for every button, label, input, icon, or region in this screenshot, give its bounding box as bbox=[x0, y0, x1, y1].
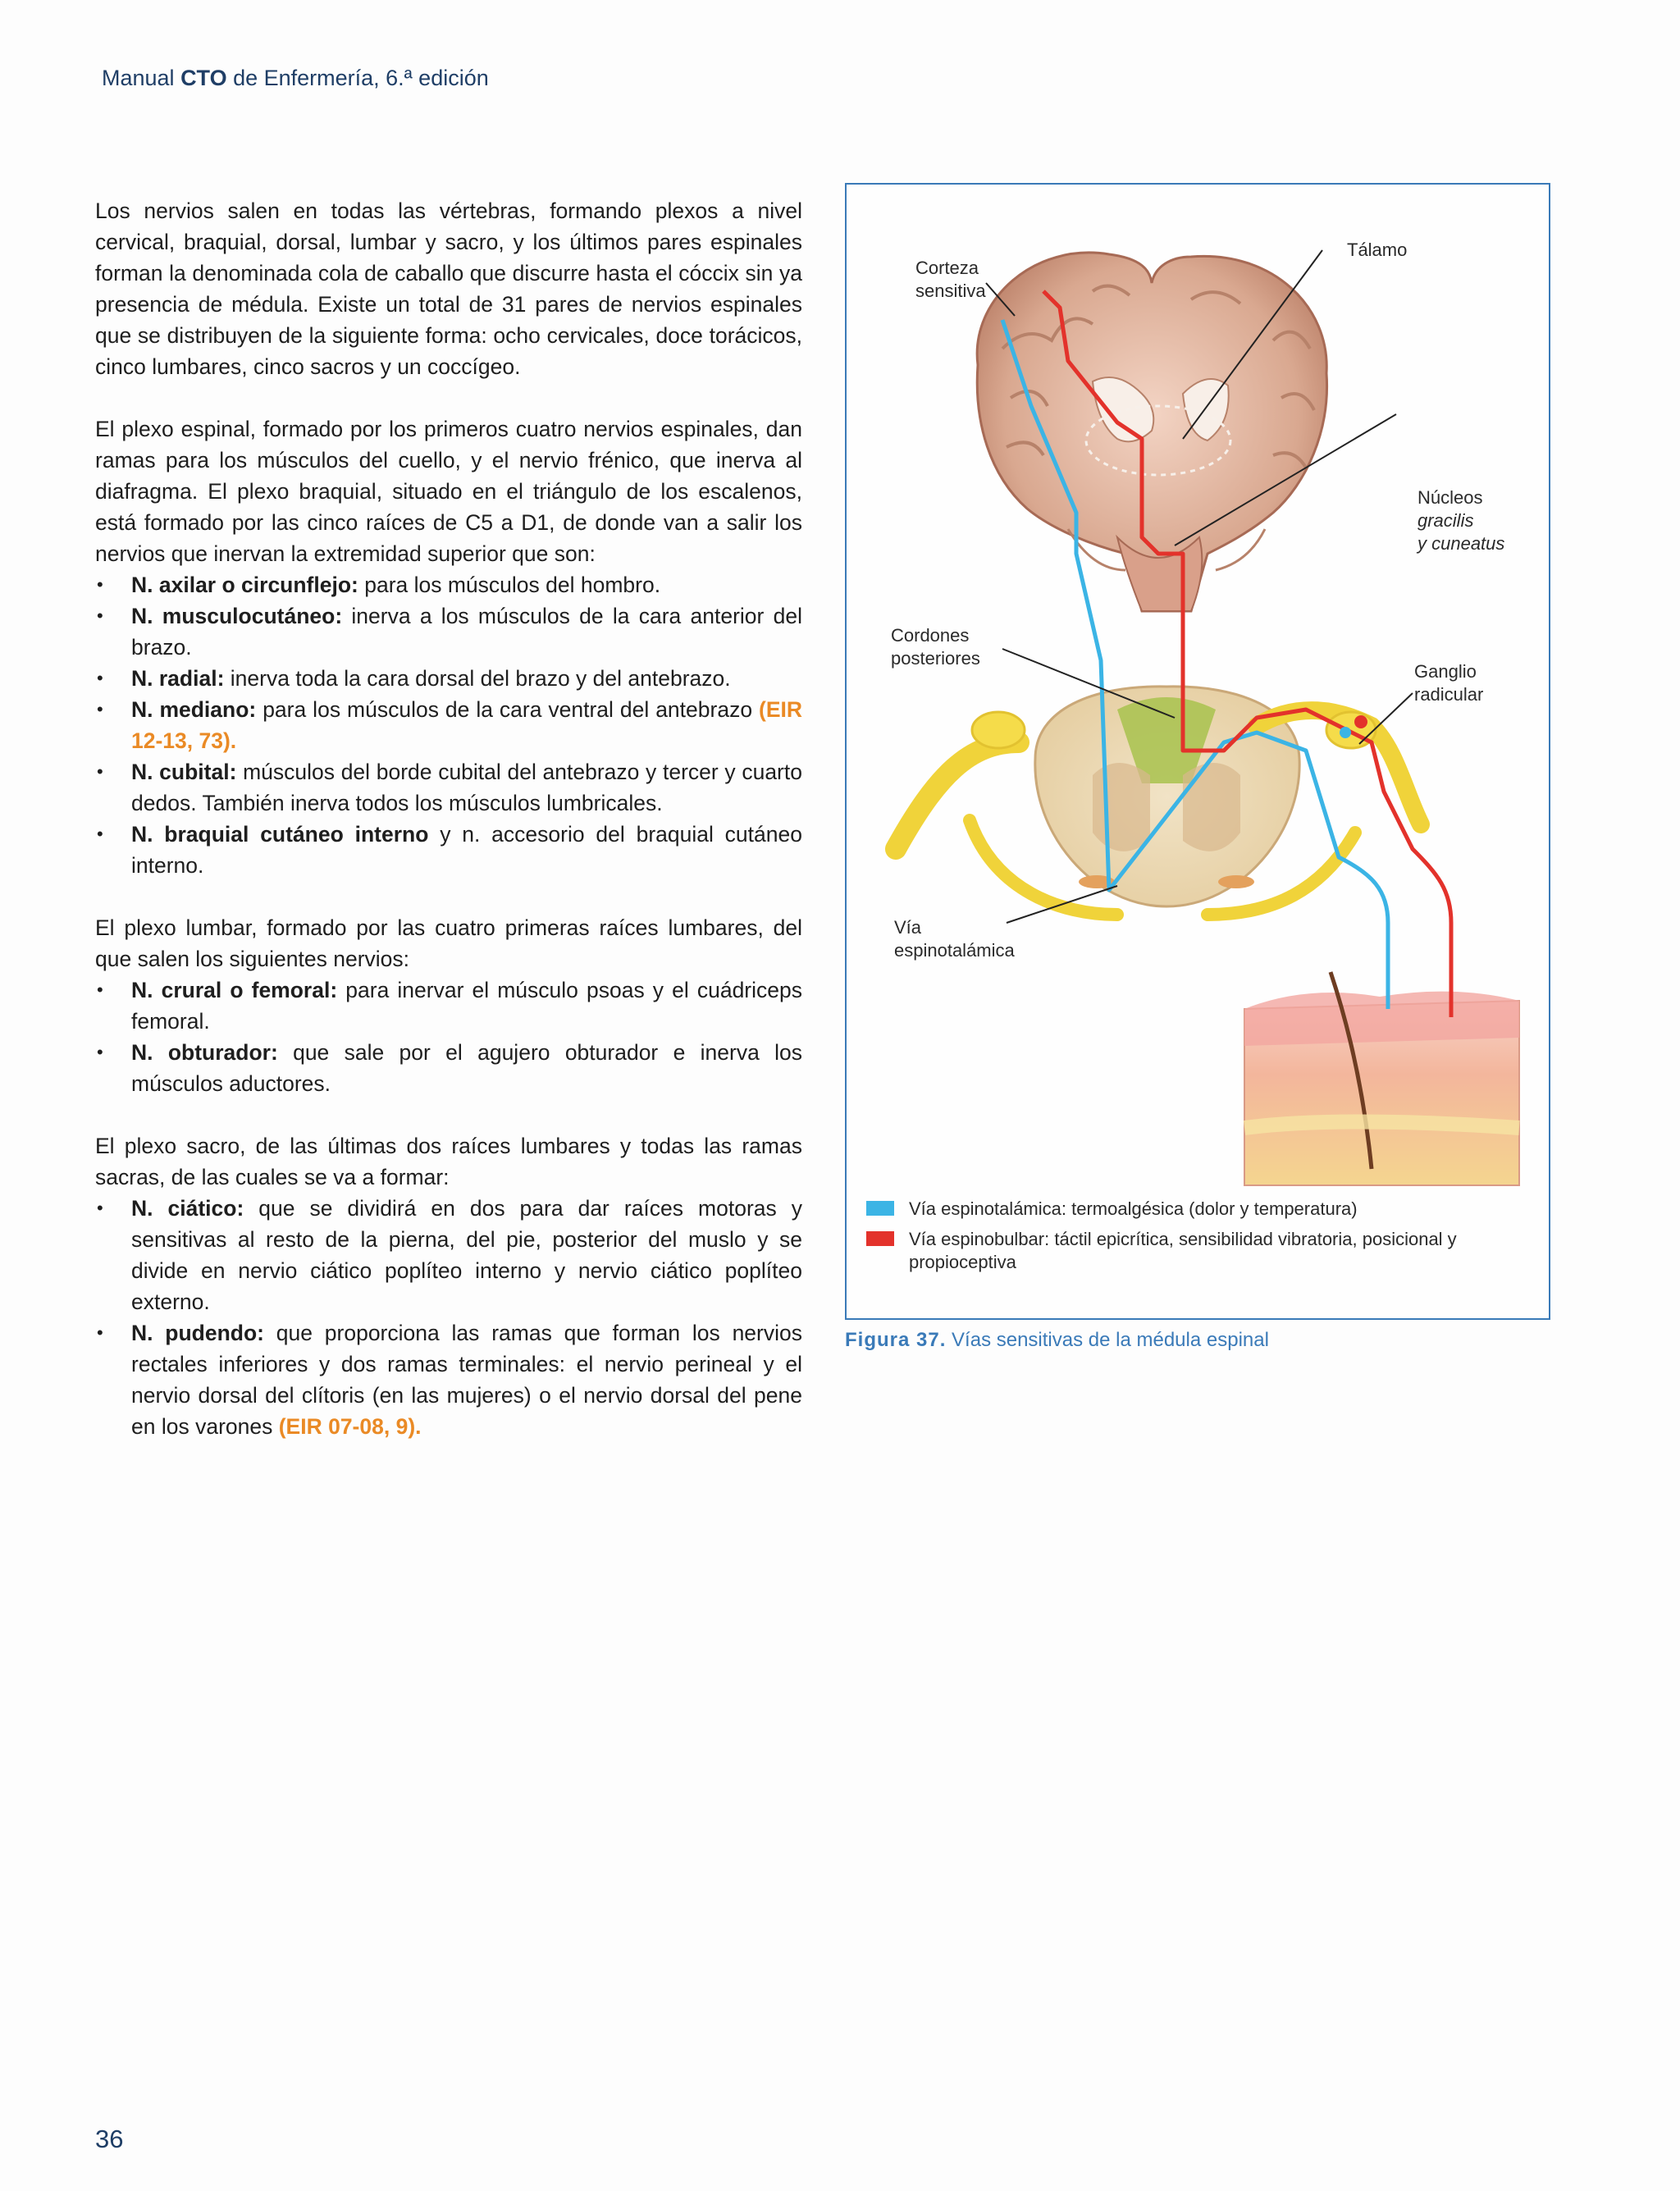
list-item bbox=[95, 600, 802, 663]
label-via-espinotalamica: Vía espinotalámica bbox=[894, 917, 1015, 961]
label-corteza-sensitiva: Corteza sensitiva bbox=[915, 258, 986, 301]
list-plexo-braquial bbox=[95, 569, 802, 881]
skin-section bbox=[1244, 972, 1519, 1185]
page-number: 36 bbox=[95, 2125, 124, 2153]
header-title-pre: Manual bbox=[102, 66, 181, 90]
running-header bbox=[102, 66, 489, 91]
brain-coronal-section bbox=[977, 253, 1326, 611]
nerve-name: N. ciático: bbox=[131, 1196, 244, 1221]
nerve-description: que sale por el agujero obturador e inerva los músculos aductores. bbox=[131, 1040, 802, 1096]
label-ganglio-radicular: Ganglio radicular bbox=[1414, 661, 1484, 705]
nerve-name: N. braquial cutáneo interno bbox=[131, 822, 429, 847]
list-item bbox=[95, 756, 802, 819]
header-brand: CTO bbox=[180, 66, 227, 90]
list-plexo-lumbar bbox=[95, 975, 802, 1099]
nerve-description: inerva a los músculos de la cara anterior del brazo. bbox=[131, 604, 802, 660]
nerve-name: N. obturador: bbox=[131, 1040, 278, 1065]
nerve-description: músculos del borde cubital del antebrazo y tercer y cuarto dedos. También inerva todos los músculos lumbricales. bbox=[131, 760, 802, 815]
figure-spinal-pathways: Corteza sensitiva Tálamo Núcleos gracilis y cuneatus Cordones posteriores Ganglio radicular Vía espinotalámica Vía espinotalámica: termoalgésica (dolor y temperatura) Vía espinobulbar: táctil epicrítica, sensibilidad vibratoria, posicional y propioceptiva bbox=[845, 183, 1550, 1320]
paragraph-plexo-lumbar: El plexo lumbar, formado por las cuatro primeras raíces lumbares, del que salen los siguientes nervios: bbox=[95, 915, 802, 971]
paragraph-plexo-sacro: El plexo sacro, de las últimas dos raíces lumbares y todas las ramas sacras, de las cuales se va a formar: bbox=[95, 1134, 802, 1189]
list-item bbox=[95, 569, 802, 600]
list-item bbox=[95, 1037, 802, 1099]
label-talamo: Tálamo bbox=[1347, 240, 1408, 260]
header-title-post: de Enfermería, 6.ª edición bbox=[226, 66, 489, 90]
list-item bbox=[95, 1317, 802, 1442]
label-nucleos-gracilis-cuneatus: Núcleos gracilis y cuneatus bbox=[1418, 487, 1505, 554]
eir-reference: (EIR 12-13, 73). bbox=[131, 697, 803, 753]
list-item bbox=[95, 1193, 802, 1317]
nerve-description: para los músculos del hombro. bbox=[358, 573, 661, 597]
nerve-name: N. axilar o circunflejo: bbox=[131, 573, 358, 597]
nerve-name: N. mediano: bbox=[131, 697, 257, 722]
nerve-description: para los músculos de la cara ventral del antebrazo bbox=[256, 697, 760, 722]
nerve-name: N. radial: bbox=[131, 666, 225, 691]
figure-caption: Figura 37. Vías sensitivas de la médula espinal bbox=[845, 1329, 1269, 1351]
nerve-description: que proporciona las ramas que forman los nervios rectales inferiores y dos ramas terminales: el nervio perineal y el nervio dorsal del clítoris (en las mujeres) o el nervio dorsal del pene en los varones bbox=[131, 1321, 802, 1439]
paragraph-plexo-espinal: El plexo espinal, formado por los primeros cuatro nervios espinales, dan ramas para los músculos del cuello, y el nervio frénico, que inerva al diafragma. El plexo braquial, situado en el triángulo de los escalenos, está formado por las cinco raíces de C5 a D1, de donde van a salir los nervios que inervan la extremidad superior que son: bbox=[95, 417, 802, 566]
body-text-column bbox=[95, 195, 802, 1473]
spinal-pathways-illustration bbox=[847, 185, 1549, 1318]
nerve-description: que se dividirá en dos para dar raíces motoras y sensitivas al resto de la pierna, del pie, posterior del muslo y se divide en nervio ciático poplíteo interno y nervio ciático poplíteo externo. bbox=[131, 1196, 802, 1314]
list-item bbox=[95, 975, 802, 1037]
list-item bbox=[95, 819, 802, 881]
paragraph-nerves-intro: Los nervios salen en todas las vértebras, formando plexos a nivel cervical, braquial, dorsal, lumbar y sacro, y los últimos pares espinales forman la denominada cola de caballo que discurre hasta el cóccix sin ya presencia de médula. Existe un total de 31 pares de nervios espinales que se distribuyen de la siguiente forma: ocho cervicales, doce torácicos, cinco lumbares, cinco sacros y un coccígeo. bbox=[95, 199, 802, 379]
label-cordones-posteriores: Cordones posteriores bbox=[891, 625, 980, 669]
nerve-name: N. pudendo: bbox=[131, 1321, 264, 1345]
legend-swatch-red bbox=[866, 1231, 894, 1246]
legend-swatch-blue bbox=[866, 1201, 894, 1216]
nerve-description: para inervar el músculo psoas y el cuádriceps femoral. bbox=[131, 978, 802, 1034]
nerve-description: y n. accesorio del braquial cutáneo interno. bbox=[131, 822, 802, 878]
list-item bbox=[95, 694, 802, 756]
nerve-name: N. cubital: bbox=[131, 760, 237, 784]
nerve-name: N. crural o femoral: bbox=[131, 978, 338, 1002]
list-item bbox=[95, 663, 802, 694]
eir-reference: (EIR 07-08, 9). bbox=[278, 1414, 422, 1439]
list-plexo-sacro bbox=[95, 1193, 802, 1442]
nerve-description: inerva toda la cara dorsal del brazo y del antebrazo. bbox=[224, 666, 731, 691]
nerve-name: N. musculocutáneo: bbox=[131, 604, 343, 628]
